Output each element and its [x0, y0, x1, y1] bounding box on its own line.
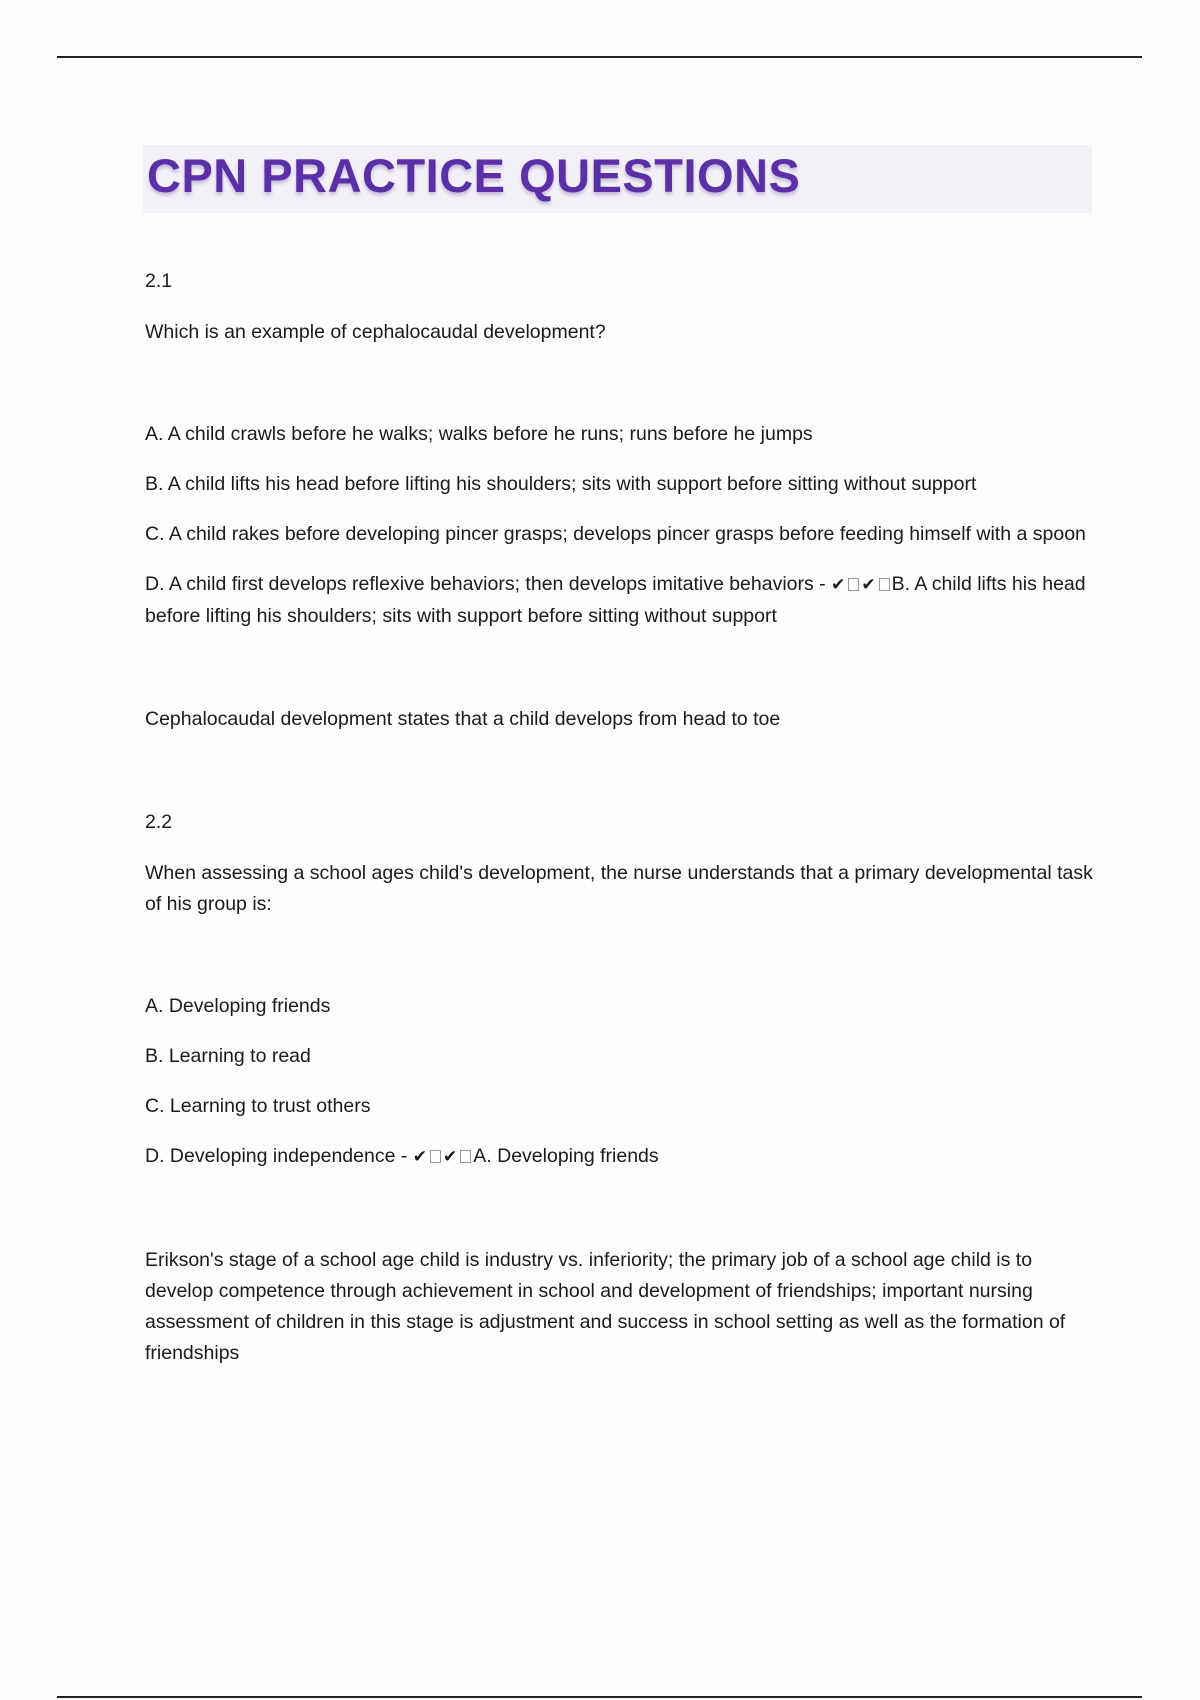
question-number: 2.1: [145, 270, 173, 292]
header-rule: [57, 56, 1142, 58]
check-icon: ✔: [443, 1147, 458, 1167]
check-icon: ✔: [861, 575, 876, 595]
answer-option-d-with-key: [145, 1141, 1095, 1173]
answer-option-c: C. A child rakes before developing pincer grasps; develops pincer grasps before feeding himself with a spoon: [145, 523, 1086, 545]
footer-rule: [57, 1696, 1142, 1698]
question-2-2: [145, 807, 1095, 1369]
answer-option-d: D. A child first develops reflexive behaviors; then develops imitative behaviors -: [145, 573, 826, 595]
box-icon: [460, 1150, 471, 1163]
answer-option-d: D. Developing independence -: [145, 1145, 408, 1167]
question-number: 2.2: [145, 811, 173, 833]
box-icon: [879, 578, 890, 591]
check-icon: ✔: [831, 575, 846, 595]
rationale: Erikson's stage of a school age child is industry vs. inferiority; the primary job of a school age child is to develop competence through achievement in school and development of friendships; important nursing assessment of children in this stage is adjustment and success in school setting as well as the formation of friendships: [145, 1249, 1066, 1364]
question-stem: When assessing a school ages child's development, the nurse understands that a primary developmental task of his group is:: [145, 862, 1093, 915]
rationale: Cephalocaudal development states that a child develops from head to toe: [145, 708, 781, 730]
answer-option-b: B. A child lifts his head before lifting his shoulders; sits with support before sitting without support: [145, 473, 977, 495]
correct-answer: B. A child lifts his head before lifting his shoulders; sits with support before sitting without support: [145, 573, 1086, 627]
correct-answer: A. Developing friends: [473, 1145, 659, 1167]
question-2-1: [145, 266, 1095, 735]
answer-option-d-with-key: [145, 569, 1095, 632]
answer-option-a: A. A child crawls before he walks; walks before he runs; runs before he jumps: [145, 423, 813, 445]
document-title: CPN PRACTICE QUESTIONS: [147, 149, 801, 202]
answer-option-b: B. Learning to read: [145, 1045, 311, 1067]
title-banner: [143, 145, 1092, 213]
answer-option-c: C. Learning to trust others: [145, 1095, 371, 1117]
box-icon: [430, 1150, 441, 1163]
box-icon: [848, 578, 859, 591]
document-body: [145, 266, 1095, 1369]
check-icon: ✔: [412, 1147, 428, 1167]
question-stem: Which is an example of cephalocaudal development?: [145, 321, 606, 343]
answer-option-a: A. Developing friends: [145, 995, 331, 1017]
